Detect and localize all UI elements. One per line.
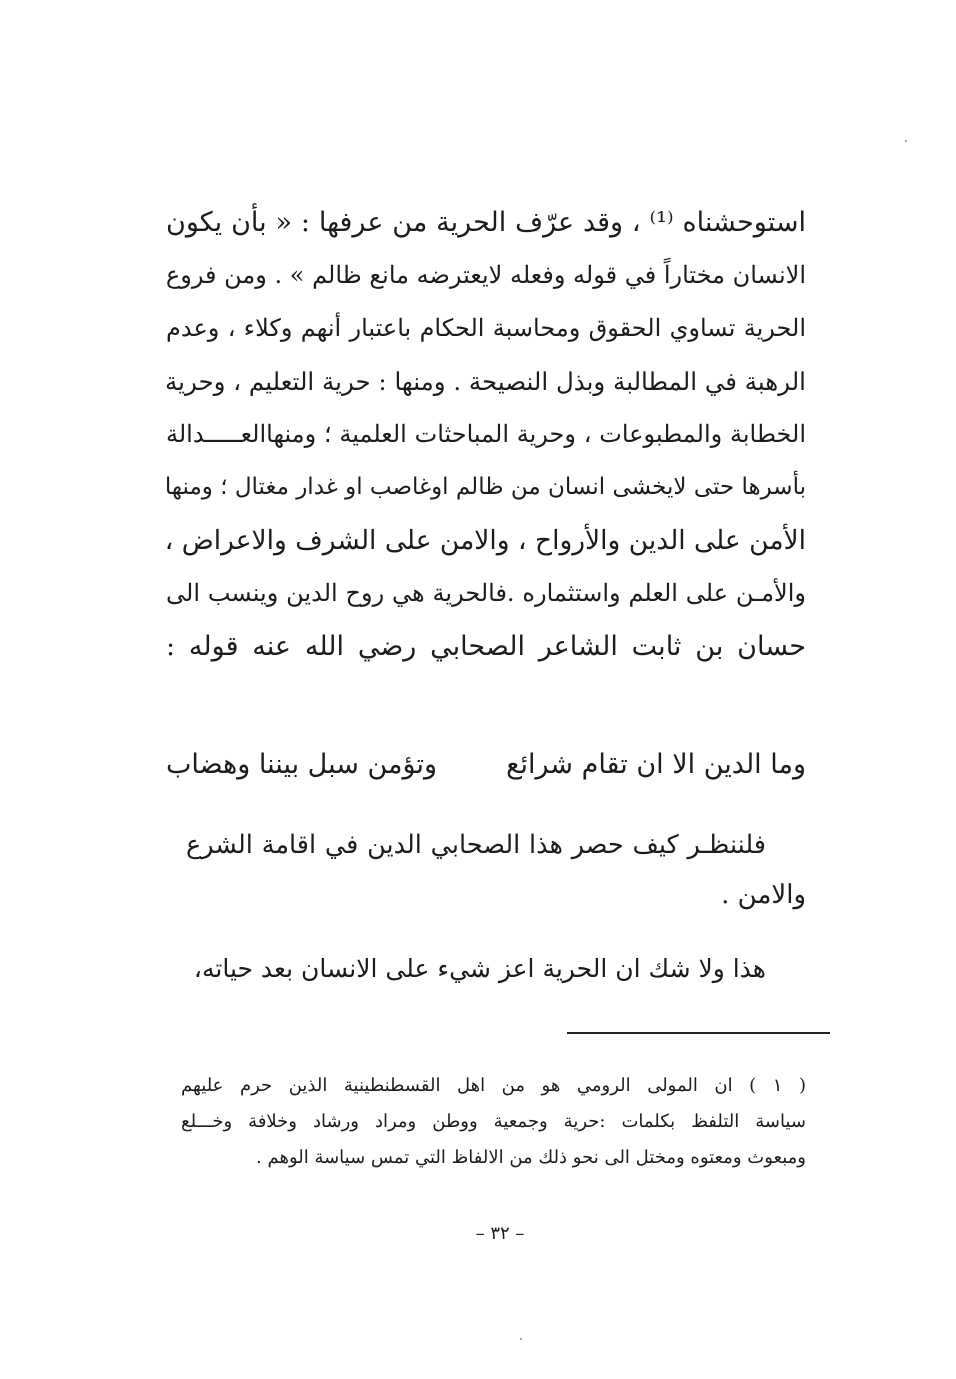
text-line: الحرية تساوي الحقوق ومحاسبة الحكام باعتبار أنهم وكلاء ، وعدم bbox=[166, 314, 806, 342]
footnote-line: سياسة التلفظ بكلمات :حرية وجمعية ووطن ومراد ورشاد وخلافة وخـــلع bbox=[181, 1111, 806, 1132]
scan-speck bbox=[520, 1338, 522, 1340]
text-line: الخطابة والمطبوعات ، وحرية المباحثات العلمية ؛ ومنهاالعـــــدالة bbox=[166, 420, 806, 448]
poem-second-hemistich: وتؤمن سبل بيننا وهضاب bbox=[166, 749, 438, 780]
text-line: والامن . bbox=[721, 880, 806, 910]
text-line: استوحشناه ⁽¹⁾ ، وقد عرّف الحرية من عرفها : « بأن يكون bbox=[166, 207, 806, 238]
text-line: بأسرها حتى لايخشى انسان من ظالم اوغاصب او غدار مغتال ؛ ومنها bbox=[164, 474, 806, 500]
footnote-line: ومبعوث ومعتوه ومختل الى نحو ذلك من الالفاظ التي تمس سياسة الوهم . bbox=[256, 1147, 806, 1168]
text-line: والأمـن على العلم واستثماره .فالحرية هي روح الدين وينسب الى bbox=[166, 579, 806, 607]
second-paragraph bbox=[186, 820, 806, 920]
scan-speck bbox=[905, 140, 907, 142]
text-line: الانسان مختاراً في قوله وفعله لايعترضه مانع ظالم » . ومن فروع bbox=[165, 261, 806, 289]
footnote-separator bbox=[567, 1032, 830, 1034]
page-number: – ٣٢ – bbox=[475, 1223, 525, 1244]
third-paragraph bbox=[186, 944, 806, 994]
poem-first-hemistich: وما الدين الا ان تقام شرائع bbox=[506, 749, 806, 780]
footnote bbox=[181, 1068, 806, 1176]
text-line: الرهبة في المطالبة وبذل النصيحة . ومنها : حرية التعليم ، وحرية bbox=[164, 367, 806, 396]
text-line: حسان بن ثابت الشاعر الصحابي رضي الله عنه قوله : bbox=[166, 631, 806, 662]
text-line: الأمن على الدين والأرواح ، والامن على الشرف والاعراض ، bbox=[164, 525, 806, 556]
poem-verse bbox=[166, 745, 806, 785]
text-line: فلننظـر كيف حصر هذا الصحابي الدين في اقامة الشرع bbox=[186, 830, 766, 860]
text-line: هذا ولا شك ان الحرية اعز شيء على الانسان بعد حياته، bbox=[193, 954, 766, 983]
footnote-line: ( ١ ) ان المولى الرومي هو من اهل القسطنطينية الذين حرم عليهم bbox=[181, 1075, 807, 1096]
main-paragraph bbox=[166, 196, 806, 673]
